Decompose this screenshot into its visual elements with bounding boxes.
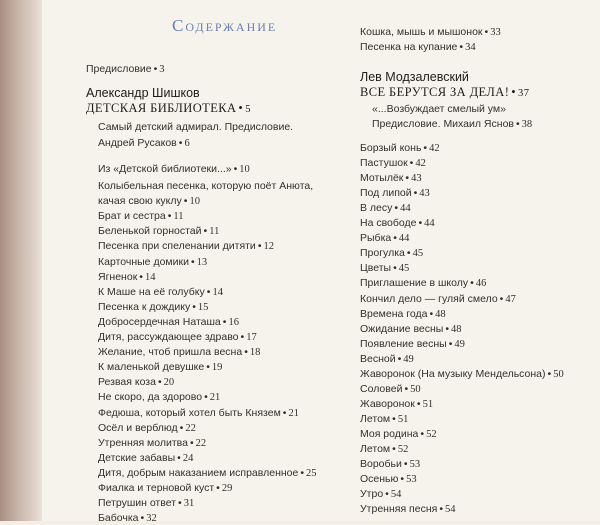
book-page-number: 5	[245, 104, 251, 115]
toc-entry	[360, 172, 422, 185]
separator-dot: •	[204, 391, 208, 404]
separator-dot: •	[179, 421, 184, 434]
separator-dot: •	[282, 406, 287, 419]
entry-page: 19	[211, 362, 223, 374]
entry-title: Андрей Русаков	[98, 137, 177, 149]
separator-dot: •	[445, 322, 450, 335]
toc-entry	[360, 262, 409, 275]
toc-entry	[360, 473, 417, 486]
entry-page: 29	[221, 483, 233, 494]
entry-page: 53	[406, 474, 417, 486]
toc-entry	[98, 497, 194, 510]
entry-title: Летом	[360, 412, 391, 425]
entry-page: 46	[475, 278, 487, 290]
separator-dot: •	[177, 451, 181, 464]
entry-page: 44	[400, 203, 411, 215]
toc-entry	[98, 256, 207, 269]
entry-page: 11	[209, 226, 220, 238]
intro-quote: «...Возбуждает смелый ум»	[372, 103, 506, 115]
toc-entry	[360, 157, 426, 170]
entry-title: Предисловие	[86, 63, 152, 75]
toc-entry	[360, 488, 401, 501]
entry-title: Моя родина	[360, 427, 419, 440]
entry-title: Брат и сестра	[98, 210, 166, 223]
separator-dot: •	[484, 26, 489, 38]
separator-dot: •	[222, 315, 227, 328]
separator-dot: •	[183, 195, 188, 208]
book-title-text: ВСЕ БЕРУТСЯ ЗА ДЕЛА!	[360, 85, 510, 99]
toc-entry	[360, 308, 446, 321]
toc-entry	[98, 301, 208, 314]
separator-dot: •	[216, 482, 220, 494]
entry-page: 52	[426, 428, 437, 440]
entry-title: Дитя, добрым наказанием исправленное	[98, 466, 299, 479]
entry-title: Песенка на купание	[360, 41, 458, 53]
entry-page: 22	[195, 437, 207, 449]
entry-page: 51	[422, 398, 434, 410]
entry-title: Бабочка	[98, 512, 139, 525]
subsection-heading	[98, 163, 250, 176]
toc-entry	[98, 346, 260, 359]
entry-title: Петрушин ответ	[98, 497, 177, 510]
toc-entry	[98, 512, 157, 525]
toc-entry	[98, 195, 200, 208]
entry-page: 15	[197, 301, 209, 313]
toc-entry	[360, 503, 456, 516]
entry-title: Кошка, мышь и мышонок	[360, 26, 483, 38]
entry-title: Предисловие. Михаил Яснов	[372, 118, 514, 130]
entry-title: Ожидание весны	[360, 322, 444, 335]
entry-title: Соловей	[360, 382, 403, 395]
entry-page: 44	[424, 218, 435, 230]
separator-dot: •	[400, 473, 405, 486]
entry-title: Цветы	[360, 262, 392, 275]
toc-entry	[360, 247, 423, 260]
author-name-modzalevsky: Лев Модзалевский	[360, 70, 469, 84]
entry-title: Дитя, рассуждающее здраво	[98, 331, 239, 343]
toc-entry	[360, 202, 411, 215]
entry-page: 33	[490, 27, 501, 38]
entry-page: 50	[553, 368, 564, 380]
separator-dot: •	[439, 503, 443, 516]
separator-dot: •	[448, 337, 453, 350]
toc-entry	[360, 277, 486, 290]
entry-page: 51	[397, 413, 409, 425]
toc-entry	[360, 383, 421, 396]
toc-entry	[98, 437, 206, 450]
entry-page: 45	[412, 248, 424, 260]
separator-dot: •	[470, 277, 474, 290]
toc-entry	[360, 443, 408, 456]
separator-dot: •	[393, 232, 397, 245]
entry-title: Прогулка	[360, 247, 405, 260]
book-title-shishkov	[86, 101, 251, 116]
entry-title: На свободе	[360, 217, 417, 230]
entry-page: 10	[189, 196, 200, 208]
toc-entry-preface	[86, 63, 165, 76]
entry-page: 14	[212, 286, 223, 298]
entry-page: 22	[185, 422, 196, 434]
toc-entry	[98, 316, 239, 329]
entry-title: Воробьи	[360, 458, 402, 471]
separator-dot: •	[206, 361, 210, 374]
entry-title: Резвая коза	[98, 376, 156, 389]
separator-dot: •	[167, 210, 172, 223]
book-spine-shadow	[0, 0, 42, 521]
entry-title: Кончил дело — гуляй смело	[360, 292, 498, 305]
entry-page: 38	[521, 119, 533, 130]
toc-entry	[98, 271, 155, 284]
entry-page: 42	[429, 143, 440, 154]
separator-dot: •	[178, 497, 182, 510]
toc-entry	[360, 293, 516, 306]
entry-page: 53	[409, 459, 421, 471]
entry-page: 49	[403, 353, 414, 365]
entry-page: 25	[306, 467, 317, 479]
toc-entry	[360, 368, 564, 381]
toc-entry	[98, 407, 299, 420]
entry-title: Под липой	[360, 187, 412, 200]
separator-dot: •	[392, 443, 396, 455]
toc-entry	[98, 225, 219, 238]
entry-page: 10	[239, 164, 250, 175]
toc-entry	[360, 353, 414, 366]
entry-title: Желание, чтоб пришла весна	[98, 346, 243, 359]
page-title: Содержание	[172, 16, 278, 35]
entry-title: Песенка к дождику	[98, 300, 191, 313]
separator-dot: •	[139, 270, 143, 283]
entry-page: 43	[419, 188, 430, 200]
toc-entry	[360, 413, 408, 426]
entry-title: Пастушок	[360, 157, 408, 170]
separator-dot: •	[240, 331, 245, 343]
entry-title: Не скоро, да здорово	[98, 391, 203, 404]
toc-entry	[360, 338, 465, 351]
separator-dot: •	[244, 346, 248, 359]
author-name-shishkov: Александр Шишков	[86, 86, 200, 100]
entry-page: 16	[228, 316, 239, 328]
entry-title: Утренняя песня	[360, 503, 438, 516]
entry-page: 42	[415, 158, 426, 170]
entry-title: Приглашение в школу	[360, 277, 469, 290]
separator-dot: •	[409, 157, 414, 170]
toc-entry	[360, 41, 476, 54]
separator-dot: •	[394, 202, 399, 215]
entry-page: 34	[465, 42, 476, 53]
separator-dot: •	[189, 436, 194, 449]
separator-dot: •	[300, 466, 305, 479]
separator-dot: •	[423, 142, 428, 154]
toc-entry	[360, 217, 435, 230]
entry-page: 21	[288, 407, 299, 419]
entry-title: К маленькой девушке	[98, 361, 205, 374]
separator-dot: •	[547, 367, 552, 380]
entry-title: В лесу	[360, 202, 393, 215]
entry-title: Мотылёк	[360, 172, 404, 185]
entry-title: Фиалка и терновой куст	[98, 482, 215, 494]
book-page-number: 37	[518, 88, 530, 99]
toc-entry	[360, 458, 420, 471]
separator-dot: •	[385, 488, 389, 501]
entry-title: Колыбельная песенка, которую поёт Анюта,	[98, 180, 314, 192]
entry-page: 54	[390, 489, 402, 501]
entry-page: 45	[398, 263, 410, 275]
separator-dot: •	[203, 225, 208, 238]
entry-page: 3	[159, 64, 165, 75]
separator-dot: •	[190, 255, 195, 268]
intro-line-2	[98, 137, 190, 150]
entry-page: 31	[183, 498, 195, 510]
separator-dot: •	[153, 63, 158, 75]
entry-page: 20	[163, 377, 175, 389]
book-title-modzalevsky	[360, 85, 529, 100]
entry-title: Жаворонок (На музыку Мендельсона)	[360, 367, 546, 380]
separator-dot: •	[511, 85, 517, 99]
separator-dot: •	[406, 247, 411, 260]
toc-entry	[98, 286, 223, 299]
toc-entry	[98, 452, 193, 465]
entry-title: Детские забавы	[98, 451, 176, 464]
entry-title: Летом	[360, 443, 391, 455]
toc-entry	[98, 331, 257, 344]
separator-dot: •	[404, 382, 409, 395]
entry-title: Из «Детской библиотеки...»	[98, 163, 232, 175]
separator-dot: •	[233, 163, 238, 175]
toc-entry	[98, 482, 232, 495]
separator-dot: •	[140, 512, 145, 525]
entry-page: 11	[173, 211, 184, 223]
separator-dot: •	[459, 41, 464, 53]
separator-dot: •	[238, 101, 244, 115]
entry-page: 44	[398, 233, 410, 245]
separator-dot: •	[429, 307, 434, 320]
entry-page: 50	[410, 383, 421, 395]
entry-title: Утро	[360, 488, 384, 501]
separator-dot: •	[397, 352, 402, 365]
toc-entry	[98, 422, 196, 435]
entry-page: 18	[249, 347, 261, 359]
intro-preface	[372, 118, 532, 131]
entry-page: 49	[454, 338, 465, 350]
entry-title: Жаворонок	[360, 397, 415, 410]
separator-dot: •	[392, 412, 396, 425]
entry-page: 43	[411, 173, 422, 185]
intro-line-1: Самый детский адмирал. Предисловие.	[98, 121, 294, 133]
separator-dot: •	[157, 376, 162, 389]
entry-page: 24	[182, 452, 194, 464]
entry-title: Ягненок	[98, 270, 138, 283]
toc-entry	[98, 361, 222, 374]
entry-title: Борзый конь	[360, 142, 422, 154]
separator-dot: •	[393, 262, 397, 275]
separator-dot: •	[499, 292, 504, 305]
separator-dot: •	[413, 187, 418, 200]
separator-dot: •	[257, 240, 262, 253]
entry-title: Карточные домики	[98, 255, 189, 268]
book-page	[42, 0, 600, 525]
entry-title: Рыбка	[360, 232, 392, 245]
entry-page: 12	[263, 241, 274, 253]
entry-title: Добросердечная Наташа	[98, 315, 221, 328]
entry-title: качая свою куклу	[98, 195, 182, 208]
entry-page: 6	[184, 138, 190, 149]
entry-title: Осенью	[360, 473, 399, 486]
toc-entry	[98, 240, 274, 253]
entry-page: 52	[397, 444, 409, 455]
toc-entry	[98, 210, 184, 223]
entry-title: Утренняя молитва	[98, 436, 188, 449]
toc-entry	[360, 428, 437, 441]
separator-dot: •	[192, 300, 196, 313]
entry-page: 32	[146, 513, 157, 525]
toc-entry	[360, 323, 462, 336]
entry-page: 14	[144, 271, 156, 283]
separator-dot: •	[405, 172, 410, 185]
entry-title: Весной	[360, 352, 396, 365]
toc-entry	[98, 376, 174, 389]
entry-title: Песенка при спеленании дитяти	[98, 240, 256, 253]
entry-page: 48	[451, 323, 462, 335]
entry-title: Времена года	[360, 307, 428, 320]
toc-entry	[360, 187, 430, 200]
separator-dot: •	[420, 427, 425, 440]
toc-entry	[360, 142, 440, 155]
entry-title: К Маше на её голубку	[98, 285, 205, 298]
separator-dot: •	[178, 137, 183, 149]
toc-entry	[98, 180, 313, 193]
separator-dot: •	[416, 397, 421, 410]
separator-dot: •	[206, 285, 211, 298]
entry-page: 21	[209, 392, 221, 404]
entry-title: Федюша, который хотел быть Князем	[98, 406, 281, 419]
toc-entry	[360, 26, 501, 39]
entry-title: Осёл и верблюд	[98, 421, 178, 434]
toc-entry	[98, 391, 220, 404]
book-title-text: ДЕТСКАЯ БИБЛИОТЕКА	[86, 101, 237, 115]
entry-page: 54	[445, 504, 456, 516]
entry-page: 47	[505, 293, 516, 305]
separator-dot: •	[515, 118, 520, 130]
toc-entry	[360, 398, 433, 411]
entry-page: 17	[246, 332, 257, 343]
separator-dot: •	[403, 458, 408, 471]
entry-page: 13	[196, 256, 208, 268]
entry-page: 48	[435, 308, 446, 320]
separator-dot: •	[418, 217, 423, 230]
toc-entry	[98, 467, 317, 480]
entry-title: Появление весны	[360, 337, 447, 350]
toc-entry	[360, 232, 409, 245]
entry-title: Беленькой горностай	[98, 225, 202, 238]
